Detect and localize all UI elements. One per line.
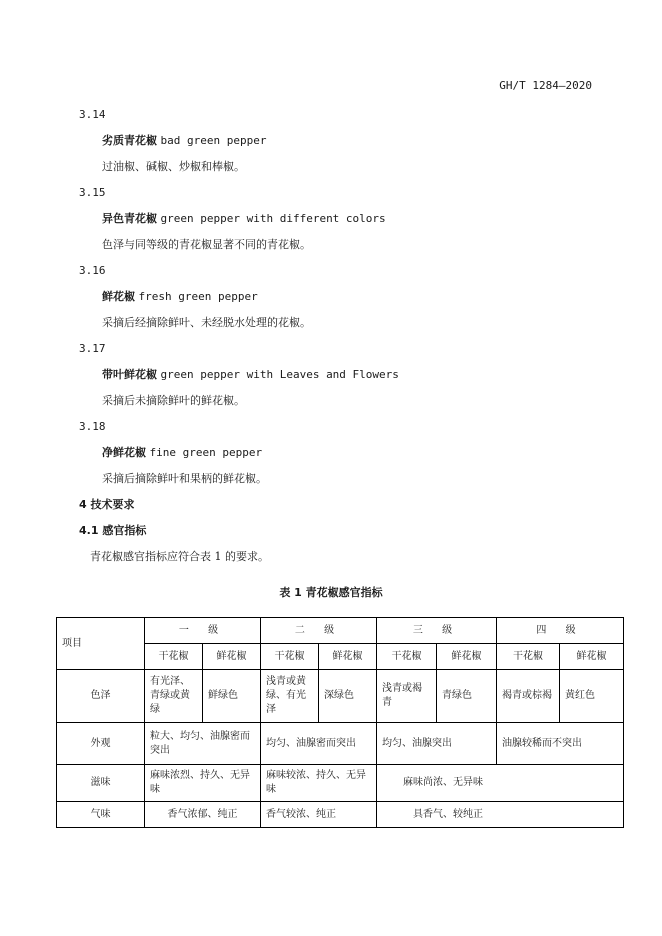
subsection-heading: 4.1 感官指标: [79, 524, 147, 537]
table-cell: 麻味尚浓、无异味: [377, 765, 624, 802]
term-definition: 过油椒、碱椒、炒椒和棒椒。: [102, 160, 245, 173]
table-cell: 黄红色: [560, 670, 624, 723]
subheader-fresh: 鲜花椒: [437, 644, 497, 670]
table-cell: 粒大、均匀、油腺密而突出: [145, 723, 261, 765]
term-zh: 鲜花椒: [102, 290, 135, 303]
term-title: [102, 290, 258, 304]
table-cell: 麻味较浓、持久、无异味: [261, 765, 377, 802]
table-cell: 浅青或褐青: [377, 670, 437, 723]
table-row-taste: [57, 765, 624, 802]
table-row-aroma: [57, 802, 624, 828]
subheader-dry: 干花椒: [497, 644, 560, 670]
term-en: green pepper with different colors: [160, 212, 386, 225]
table-caption: 表 1 青花椒感官指标: [279, 586, 383, 599]
term-en: fresh green pepper: [138, 290, 258, 303]
section-paragraph: 青花椒感官指标应符合表 1 的要求。: [90, 550, 269, 563]
grade-header: 二 级: [261, 618, 377, 644]
table-cell: 深绿色: [319, 670, 377, 723]
term-zh: 净鲜花椒: [102, 446, 146, 459]
subheader-dry: 干花椒: [377, 644, 437, 670]
term-title: [102, 368, 399, 382]
term-number: 3.16: [79, 264, 106, 277]
term-zh: 劣质青花椒: [102, 134, 157, 147]
row-label: 气味: [57, 802, 145, 828]
term-number: 3.17: [79, 342, 106, 355]
term-en: green pepper with Leaves and Flowers: [160, 368, 399, 381]
term-en: bad green pepper: [160, 134, 267, 147]
subheader-dry: 干花椒: [145, 644, 203, 670]
item-header: 项目: [57, 618, 145, 670]
term-definition: 采摘后经摘除鲜叶、未经脱水处理的花椒。: [102, 316, 311, 329]
table-header-row: [57, 618, 624, 644]
subheader-dry: 干花椒: [261, 644, 319, 670]
grade-header: 三 级: [377, 618, 497, 644]
term-zh: 带叶鲜花椒: [102, 368, 157, 381]
table-cell: 均匀、油腺密而突出: [261, 723, 377, 765]
table-row-appearance: [57, 723, 624, 765]
subheader-fresh: 鲜花椒: [203, 644, 261, 670]
table-cell: 鲜绿色: [203, 670, 261, 723]
table-cell: 青绿色: [437, 670, 497, 723]
term-en: fine green pepper: [149, 446, 263, 459]
section-heading: 4 技术要求: [79, 498, 135, 511]
row-label: 滋味: [57, 765, 145, 802]
table-cell: 油腺较稀而不突出: [497, 723, 624, 765]
term-title: [102, 134, 266, 148]
row-label: 外观: [57, 723, 145, 765]
term-zh: 异色青花椒: [102, 212, 157, 225]
table-cell: 麻味浓烈、持久、无异味: [145, 765, 261, 802]
table-row-color: [57, 670, 624, 723]
subheader-fresh: 鲜花椒: [560, 644, 624, 670]
term-number: 3.15: [79, 186, 106, 199]
term-definition: 采摘后摘除鲜叶和果柄的鲜花椒。: [102, 472, 267, 485]
term-definition: 采摘后未摘除鲜叶的鲜花椒。: [102, 394, 245, 407]
table-cell: 有光泽、青绿或黄绿: [145, 670, 203, 723]
table-cell: 浅青或黄绿、有光泽: [261, 670, 319, 723]
term-number: 3.14: [79, 108, 106, 121]
table-cell: 均匀、油腺突出: [377, 723, 497, 765]
term-title: [102, 212, 386, 226]
term-number: 3.18: [79, 420, 106, 433]
table-cell: 香气较浓、纯正: [261, 802, 377, 828]
term-definition: 色泽与同等级的青花椒显著不同的青花椒。: [102, 238, 311, 251]
subheader-fresh: 鲜花椒: [319, 644, 377, 670]
grade-header: 四 级: [497, 618, 624, 644]
sensory-table: [56, 617, 624, 828]
grade-header: 一 级: [145, 618, 261, 644]
table-cell: 褐青或棕褐: [497, 670, 560, 723]
row-label: 色泽: [57, 670, 145, 723]
document-code: GH/T 1284—2020: [499, 79, 592, 92]
table-cell: 香气浓郁、纯正: [145, 802, 261, 828]
term-title: [102, 446, 262, 460]
table-cell: 具香气、较纯正: [377, 802, 624, 828]
